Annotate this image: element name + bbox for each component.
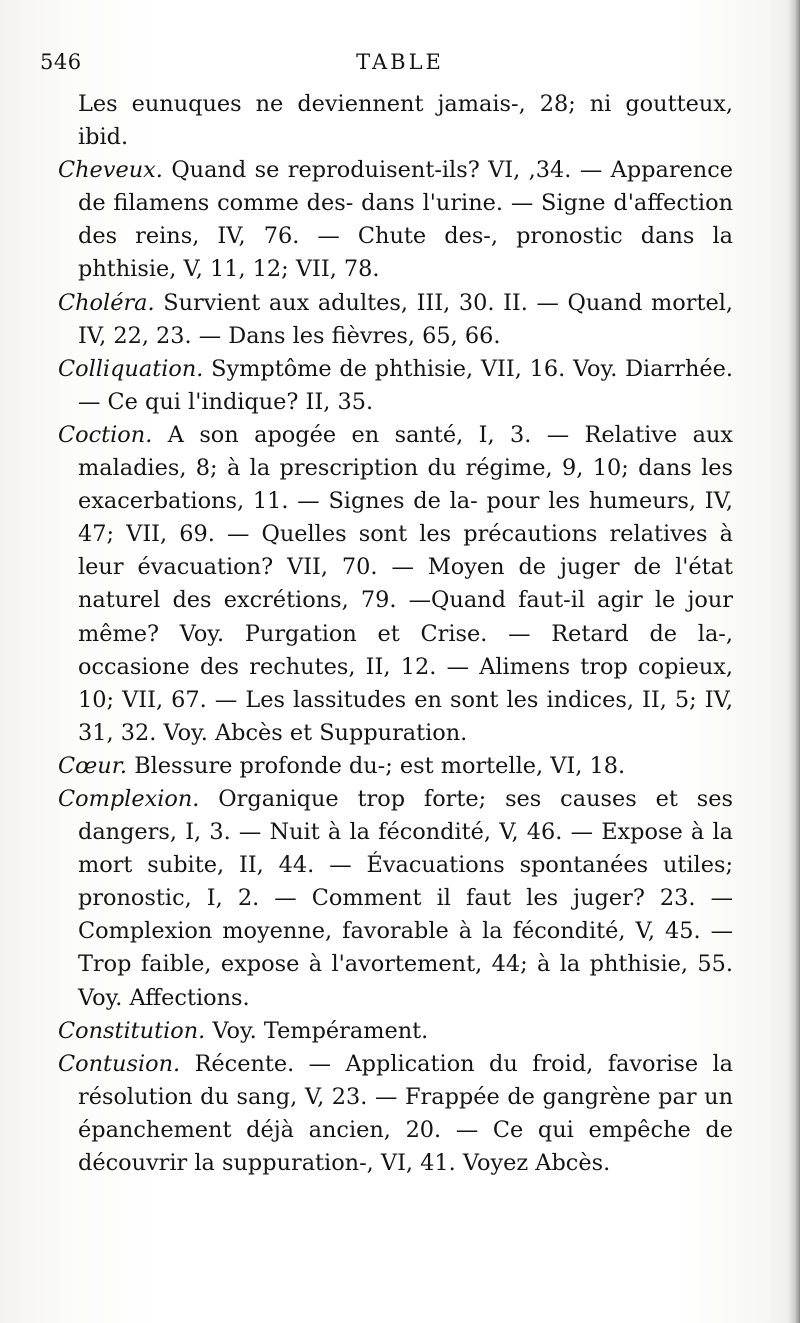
index-entry [58,353,733,419]
index-entry-text: Organique trop forte; ses causes et ses dangers, I, 3. — Nuit à la fécondité, V, 46. — Expose à la mort subite, II, 44. — Évacuations spontanées utiles; pronostic, I, 2. — Comment il faut les juger? 23. —Complexion moyenne, favorable à la fécondité, V, 45. — Trop faible, expose à l'avortement, 44; à la phthisie, 55. Voy. Affections. [78,785,733,1011]
page-number: 546 [40,50,82,74]
index-entry-text: Survient aux adultes, III, 30. II. — Quand mortel, IV, 22, 23. — Dans les fièvres, 65, 66. [78,289,733,349]
index-entry-text: A son apogée en santé, I, 3. — Relative aux maladies, 8; à la prescription du régime, 9, 10; dans les exacerbations, 11. — Signes de la- pour les humeurs, IV, 47; VII, 69. — Quelles sont les précautions relatives à leur évacuation? VII, 70. — Moyen de juger de l'état naturel des excrétions, 79. —Quand faut-il agir le jour même? Voy. Purgation et Crise. — Retard de la-, occasione des rechutes, II, 12. — Alimens trop copieux, 10; VII, 67. — Les lassitudes en sont les indices, II, 5; IV, 31, 32. Voy. Abcès et Suppuration. [78,421,733,746]
index-entry-text: Récente. — Application du froid, favorise la résolution du sang, V, 23. — Frappée de gangrène par un épanchement déjà ancien, 20. — Ce qui empêche de découvrir la suppuration-, VI, 41. Voyez Abcès. [78,1050,734,1176]
index-entry-text: Les eunuques ne deviennent jamais-, 28; ni goutteux, ibid. [78,91,733,151]
index-entries [58,88,733,1180]
index-entry [58,1015,733,1048]
index-entry [58,783,733,1015]
index-entry [58,419,733,750]
index-term: Contusion. [58,1050,181,1077]
index-term: Coction. [58,421,153,448]
index-entry [58,1048,733,1180]
running-head: TABLE [356,50,444,74]
index-entry [58,88,733,154]
index-entry-text: Symptôme de phthisie, VII, 16. Voy. Diarrhée. — Ce qui l'indique? II, 35. [78,355,733,415]
index-term: Complexion. [58,785,200,812]
index-entry-text: Blessure profonde du-; est mortelle, VI, 18. [134,752,626,779]
index-term: Colliquation. [58,355,204,382]
index-entry [58,287,733,353]
index-term: Constitution. [58,1017,206,1044]
index-entry-text: Quand se reproduisent-ils? VI, ,34. — Apparence de filamens comme des- dans l'urine. — Signe d'affection des reins, IV, 76. — Chute des-, pronostic dans la phthisie, V, 11, 12; VII, 78. [78,157,733,283]
index-term: Cheveux. [58,157,163,184]
index-entry [58,750,733,783]
index-entry-text: Voy. Tempérament. [212,1017,429,1044]
index-term: Cœur. [58,752,128,779]
index-term: Choléra. [58,289,155,316]
page-edge-shadow [788,0,800,1323]
index-entry [58,154,733,286]
